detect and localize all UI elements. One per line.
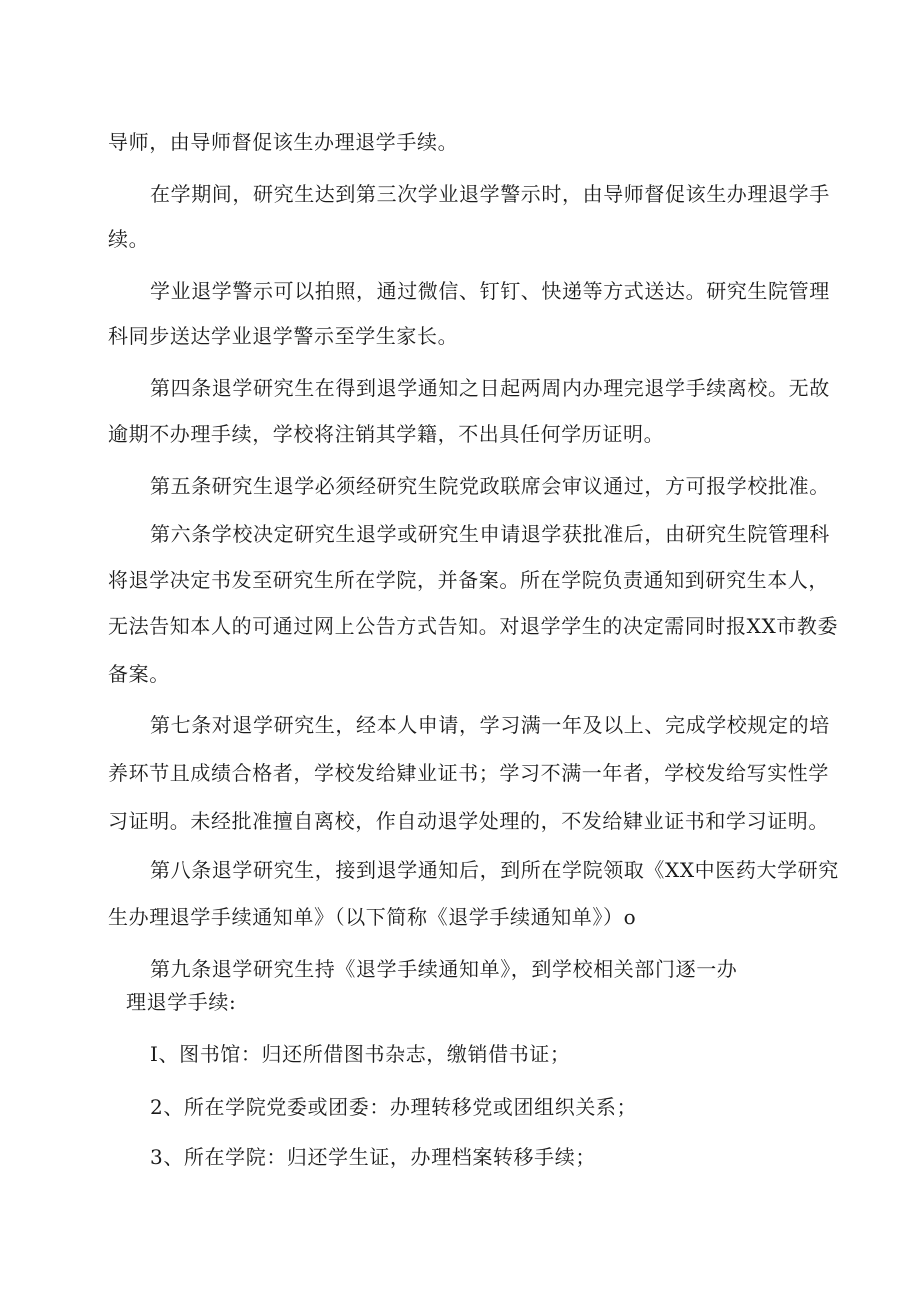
text-line: 习证明。未经批准擅自离校，作自动退学处理的，不发给肄业证书和学习证明。 xyxy=(108,809,829,833)
list-item: I、图书馆：归还所借图书杂志，缴销借书证； xyxy=(150,1042,571,1066)
text-line: 无法告知本人的可通过网上公告方式告知。对退学学生的决定需同时报XX市教委 xyxy=(108,614,839,638)
text-line: 逾期不办理手续，学校将注销其学籍，不出具任何学历证明。 xyxy=(108,422,665,446)
article-8-line: 第八条退学研究生，接到退学通知后，到所在学院领取《XX中医药大学研究 xyxy=(150,858,839,882)
list-item: 2、所在学院党委或团委：办理转移党或团组织关系； xyxy=(150,1095,638,1119)
text-line: 导师，由导师督促该生办理退学手续。 xyxy=(108,130,459,154)
text-line: 生办理退学手续通知单》（以下简称《退学手续通知单》）o xyxy=(108,905,637,929)
paragraph-line: 在学期间，研究生达到第三次学业退学警示时，由导师督促该生办理退学手 xyxy=(150,182,830,206)
text-line: 续。 xyxy=(108,227,150,251)
article-4-line: 第四条退学研究生在得到退学通知之日起两周内办理完退学手续离校。无故 xyxy=(150,376,830,400)
article-9-line: 第九条退学研究生持《退学手续通知单》，到学校相关部门逐一办 xyxy=(150,957,738,981)
text-line: 科同步送达学业退学警示至学生家长。 xyxy=(108,324,459,348)
article-6-line: 第六条学校决定研究生退学或研究生申请退学获批准后，由研究生院管理科 xyxy=(150,522,830,546)
article-5-line: 第五条研究生退学必须经研究生院党政联席会审议通过，方可报学校批准。 xyxy=(150,474,830,498)
text-line: 理退学手续: xyxy=(126,990,237,1014)
text-line: 将退学决定书发至研究生所在学院，并备案。所在学院负责通知到研究生本人， xyxy=(108,568,829,592)
list-item: 3、所在学院：归还学生证，办理档案转移手续； xyxy=(150,1145,596,1169)
article-7-line: 第七条对退学研究生，经本人申请，学习满一年及以上、完成学校规定的培 xyxy=(150,713,830,737)
paragraph-line: 学业退学警示可以拍照，通过微信、钉钉、快递等方式送达。研究生院管理 xyxy=(150,279,830,303)
text-line: 养环节且成绩合格者，学校发给肄业证书；学习不满一年者，学校发给写实性学 xyxy=(108,761,829,785)
text-line: 备案。 xyxy=(108,662,170,686)
